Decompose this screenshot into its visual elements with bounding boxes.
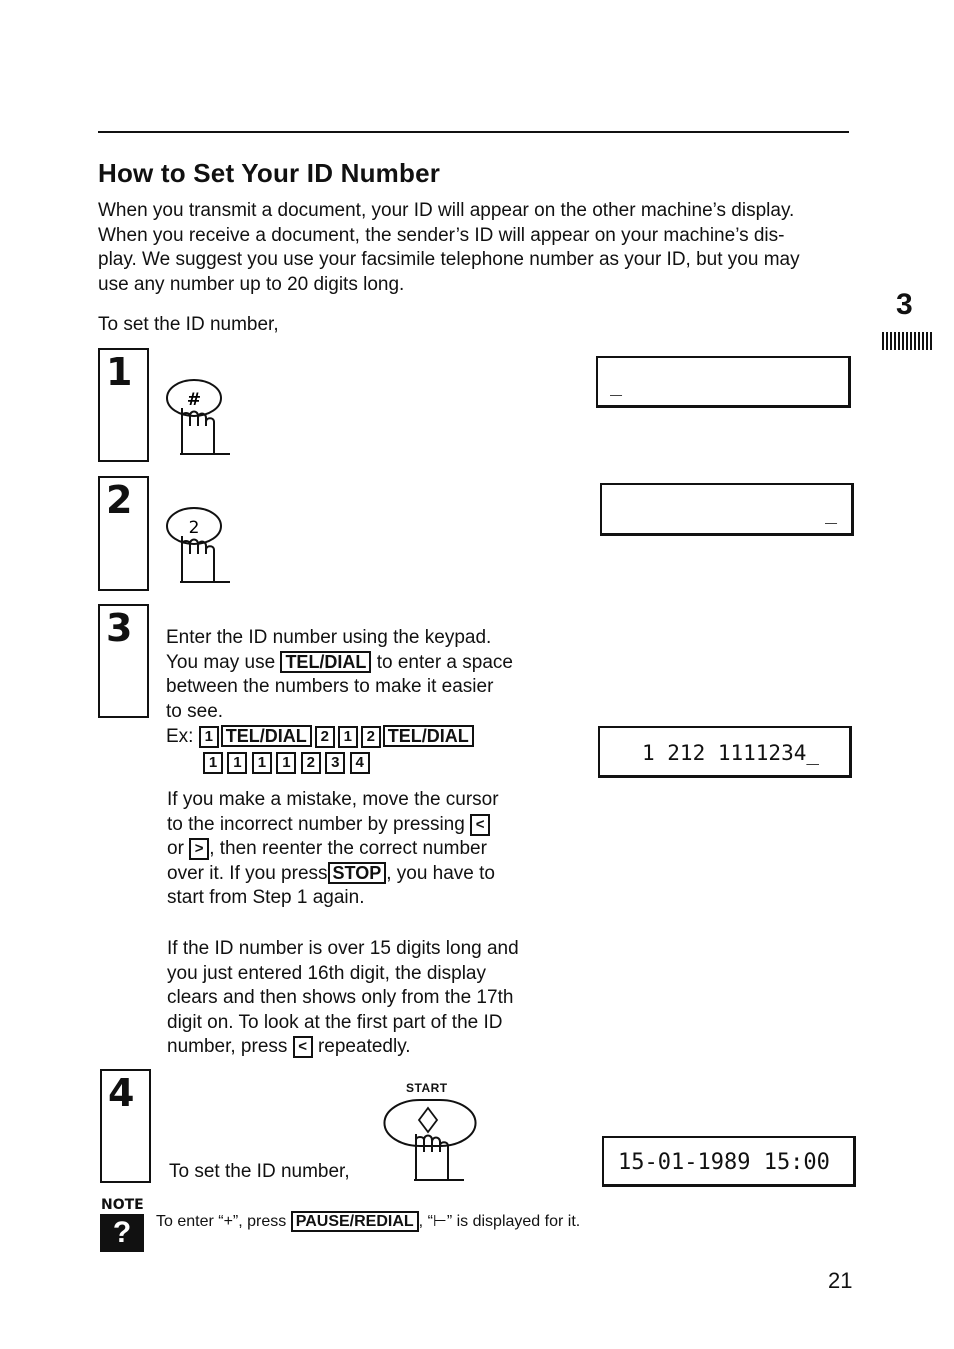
press-hash-key-icon	[160, 376, 240, 466]
lcd-display-step3	[598, 726, 852, 778]
key-2: 2	[361, 726, 381, 748]
text-fragment: number, press	[167, 1036, 288, 1058]
text-fragment: to enter a space	[376, 651, 513, 673]
text-fragment: , then reenter the correct number	[209, 838, 487, 860]
text-line: If you make a mistake, move the cursor	[167, 789, 499, 810]
to-set-label: To set the ID number,	[98, 314, 279, 335]
key-label: 2	[188, 518, 200, 538]
stop-key: STOP	[328, 862, 387, 884]
text-line	[167, 813, 557, 838]
cursor-left-key: <	[293, 1036, 313, 1058]
text-line	[167, 1035, 557, 1060]
text-line: to see.	[166, 700, 224, 722]
text-line: you just entered 16th digit, the display	[167, 962, 486, 984]
step-4-text: To set the ID number,	[169, 1161, 350, 1182]
text-fragment: to the incorrect number by pressing	[167, 813, 465, 835]
key-1: 1	[203, 752, 223, 774]
key-1: 1	[252, 752, 272, 774]
key-2: 2	[301, 752, 321, 774]
lcd-display-step1	[596, 356, 851, 408]
step-2-box	[98, 476, 149, 591]
key-1: 1	[276, 752, 296, 774]
mistake-paragraph	[167, 788, 557, 911]
text-fragment: , you have to	[386, 862, 495, 884]
tel-dial-key: TEL/DIAL	[383, 725, 474, 747]
text-line: start from Step 1 again.	[167, 887, 365, 909]
press-2-key-icon	[160, 504, 240, 594]
text-fragment: To enter “+”, press	[156, 1213, 287, 1230]
lcd-display-step4	[602, 1136, 856, 1187]
key-1: 1	[227, 752, 247, 774]
key-label: #	[186, 390, 202, 410]
step-3-box	[98, 604, 149, 718]
intro-line: play. We suggest you use your facsimile telephone number as your ID, but you may	[98, 249, 800, 270]
intro-line: When you transmit a document, your ID will appear on the other machine’s display.	[98, 200, 795, 221]
key-1: 1	[199, 726, 219, 748]
start-diamond-icon	[419, 1108, 437, 1132]
text-line: digit on. To look at the first part of the ID	[167, 1011, 503, 1033]
example-label: Ex:	[166, 726, 194, 747]
key-4: 4	[350, 752, 370, 774]
note-label: NOTE	[101, 1197, 144, 1213]
start-key-label: START	[406, 1081, 448, 1095]
lcd-text: _	[610, 372, 623, 396]
press-start-key-icon	[380, 1094, 480, 1186]
text-fragment: repeatedly.	[317, 1036, 411, 1058]
key-3: 3	[325, 752, 345, 774]
top-rule	[98, 131, 849, 133]
example-row-1	[166, 725, 474, 750]
step-4-box	[100, 1069, 151, 1183]
lcd-display-step2	[600, 483, 854, 536]
step-number: 2	[106, 478, 133, 522]
chapter-tab-marker	[882, 332, 932, 350]
text-fragment: , “⊢” is displayed for it.	[418, 1213, 581, 1230]
intro-line: When you receive a document, the sender’s ID will appear on your machine’s dis-	[98, 224, 785, 246]
key-1: 1	[338, 726, 358, 748]
key-2: 2	[315, 726, 335, 748]
text-line: If the ID number is over 15 digits long and	[167, 938, 519, 959]
lcd-text: 15-01-1989 15:00	[618, 1150, 830, 1175]
over-15-digits-paragraph	[167, 937, 557, 1060]
note-text	[156, 1211, 580, 1232]
text-line: between the numbers to make it easier	[166, 676, 494, 698]
step-number: 4	[108, 1071, 135, 1115]
page-number: 21	[828, 1268, 853, 1293]
step-number: 3	[106, 606, 133, 650]
text-fragment: You may use	[166, 651, 276, 673]
tel-dial-key: TEL/DIAL	[280, 651, 371, 673]
text-line	[167, 862, 557, 887]
page-title: How to Set Your ID Number	[98, 158, 441, 188]
lcd-text: 1 212 1111234_	[642, 741, 820, 765]
step-number: 1	[106, 350, 133, 394]
text-line: Enter the ID number using the keypad.	[166, 627, 492, 648]
text-line	[167, 837, 557, 862]
cursor-right-key: >	[189, 838, 209, 860]
intro-paragraph	[98, 199, 858, 297]
lcd-text: _	[824, 500, 837, 524]
text-line	[166, 651, 546, 676]
note-question-icon: ?	[100, 1214, 144, 1252]
text-line: clears and then shows only from the 17th	[167, 987, 514, 1009]
tel-dial-key: TEL/DIAL	[221, 725, 312, 747]
pause-redial-key: PAUSE/REDIAL	[291, 1211, 419, 1232]
intro-line: use any number up to 20 digits long.	[98, 273, 405, 295]
step-1-box	[98, 348, 149, 462]
chapter-number: 3	[896, 288, 913, 321]
text-fragment: over it. If you press	[167, 862, 328, 884]
cursor-left-key: <	[470, 814, 490, 836]
step-3-instructions	[166, 626, 546, 724]
example-row-2	[203, 752, 370, 774]
text-fragment: or	[167, 838, 184, 860]
